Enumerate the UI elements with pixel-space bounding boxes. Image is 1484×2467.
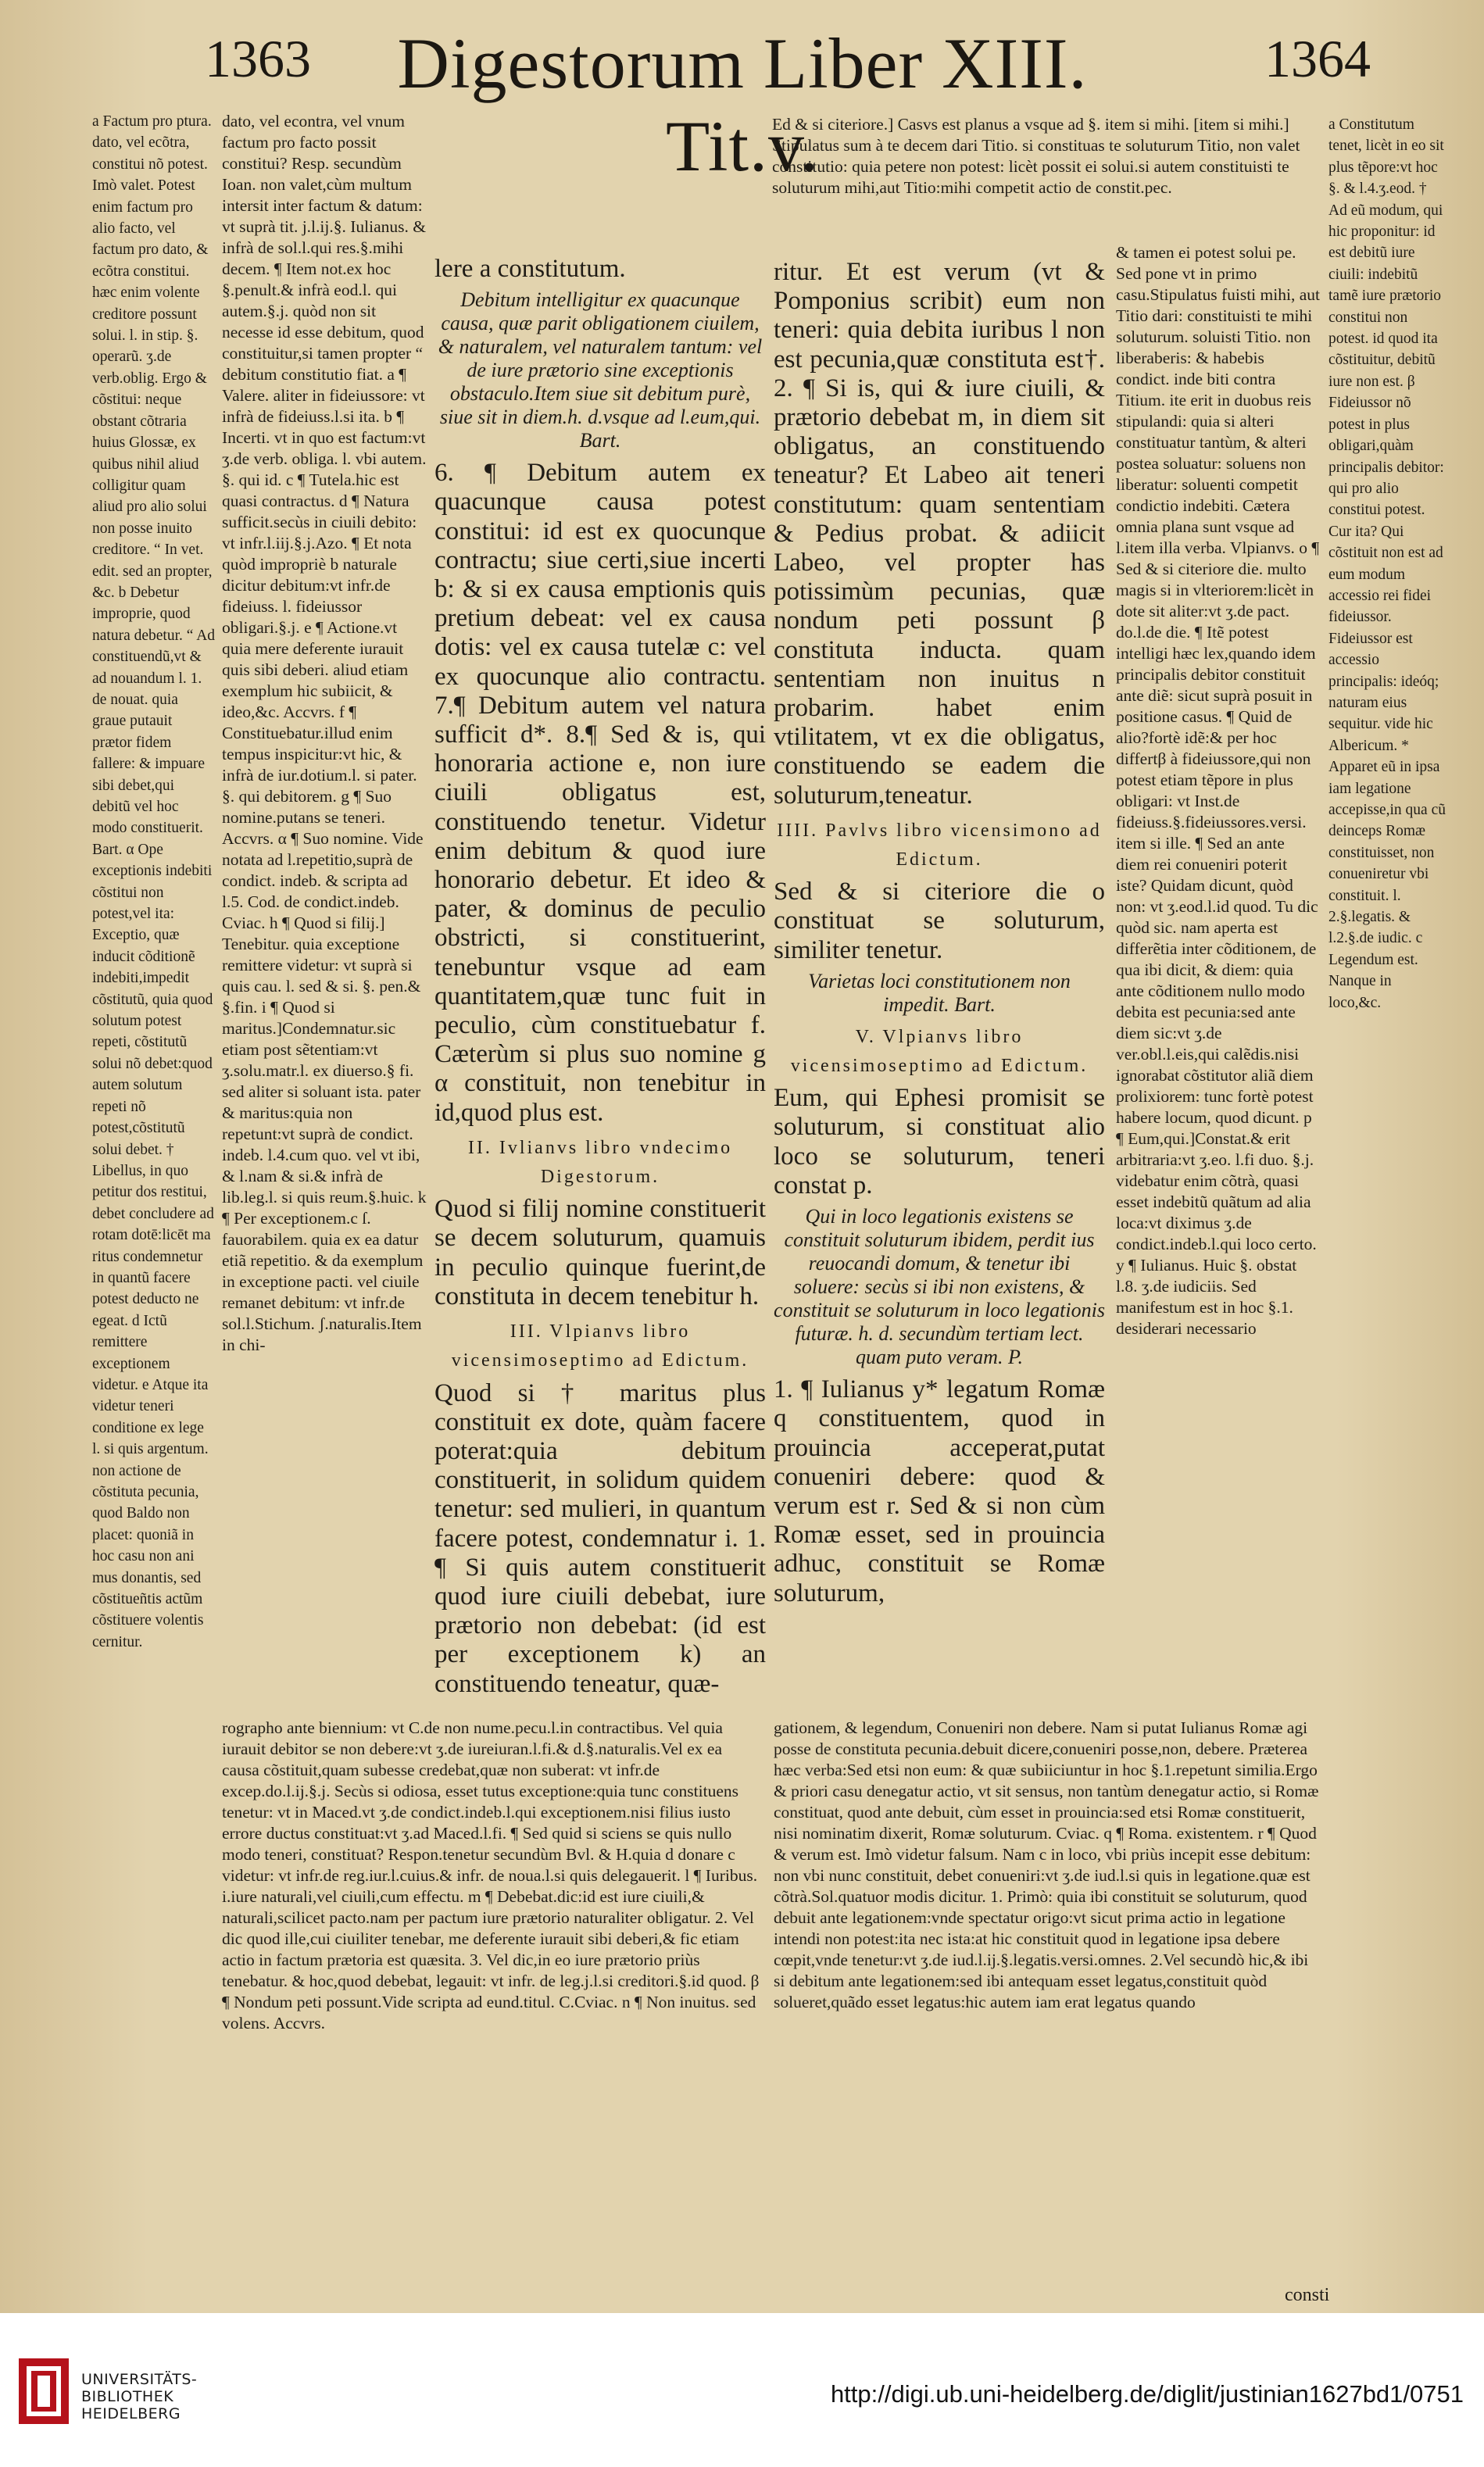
- bottom-gloss-left: [222, 1718, 761, 2296]
- right-paragraph: 1. ¶ Iulianus y* legatum Romæ q constituentem, quod in prouincia acceperat,putat conueniri debere: quod & verum est r. Sed & si non cùm Romæ esset, sed in prouincia adhuc, constituit se Romæ soluturum,: [774, 1375, 1105, 1607]
- right-paragraph: Sed & si citeriore die o constituat se soluturum, similiter tenetur.: [774, 878, 1105, 964]
- right-notes-text: a Constitutum tenet, licèt in eo sit plus tẽpore:vt hoc §. & l.4.ʒ.eod. † Ad eũ modum, qui hic proponitur: id est debitũ iure ciuili: indebitũ tamẽ iure prætorio constitui non potest. id quod ita cõstituitur, debitũ iure non est. β Fideiussor nõ potest in plus obligari,quàm principalis debitor: qui pro alio constitui potest. Cur ita? Qui cõstituit non est ad eum modum accessio rei fidei fideiussor. Fideiussor est accessio principalis: ideóq; naturam eius sequitur. vide hic Albericum. * Apparet eũ in ipsa iam legatione accepisse,in qua cũ deinceps Romæ constituisset, non conueniretur vbi constituit. l. 2.§.legatis. & l.2.§.de iudic. c Legendum est. Nanque in loco,&c.: [1328, 116, 1446, 1011]
- center-paragraph: Quod si filij nomine constituerit se decem soluturum, quamuis in peculio quinque fuerint,de constituta in decem tenebitur h.: [434, 1195, 766, 1310]
- right-margin-notes: [1328, 114, 1446, 2271]
- center-paragraph: lere a constitutum.: [434, 255, 626, 283]
- summary-paragraph: Debitum intelligitur ex quacunque causa, quæ parit obligationem ciuilem, & naturalem, vel naturalem tantum: vel de iure prætorio sine exceptionis obstaculo.Item siue sit debitum purè, siue sit in diem.h. d.vsque ad l.eum,qui. Bart.: [438, 288, 763, 452]
- right-paragraph: ritur. Et est verum (vt & Pomponius scribit) eum non teneri: quia debita iuribus l non est pecunia,quæ constituta est†. 2. ¶ Si is, qui & iure ciuili, & prætorio debebat m, in diem sit obligatus, an constituendo teneatur? Et Labeo ait teneri constitutum: quam sententiam & Pedius probat. & adiicit Labeo, vel propter has potissimùm pecunias, quæ nondum peti possunt β constituta inducta. quam sententiam non inuitus n probarim. habet enim vtilitatem, vt ex die obligatus, constituendo se eadem die soluturum,teneatur.: [774, 258, 1105, 810]
- running-title: Digestorum Liber XIII. Tit.v.: [397, 23, 1088, 186]
- center-paragraph: Quod si † maritus plus constituit ex dote, quàm facere poterat:quia debitum constituerit, in solidum quidem tenetur: sed mulieri, in quantum facere potest, condemnatur i. 1. ¶ Si quis autem constituerit quod iure ciuili debebat, iure prætorio non debebat: (id est per exceptionem k) an constituendo teneatur, quæ-: [434, 1378, 766, 1698]
- section-heading: III. Vlpianvs libro vicensimoseptimo ad Edictum.: [451, 1321, 749, 1371]
- page-number-left: 1363: [205, 29, 311, 88]
- library-name-line: UNIVERSITÄTS-: [81, 2371, 198, 2388]
- right-paragraph: Eum, qui Ephesi promisit se soluturum, si constituat alio loco se soluturum, teneri constat p.: [774, 1084, 1105, 1200]
- top-gloss-right-text: Ed & si citeriore.] Casvs est planus a vsque ad §. item si mihi. [item si mihi.] Stipulatus sum à te decem dari Titio. si constituas te soluturum Titio, non valet constitutio: quia petere non potest: licèt possit ei solui.si autem constituisti te soluturum mihi,aut Titio:mihi competit actio de constit.pec.: [772, 115, 1300, 197]
- section-heading: V. Vlpianvs libro vicensimoseptimo ad Edictum.: [790, 1026, 1089, 1077]
- page-number-right: 1364: [1264, 29, 1371, 88]
- summary-paragraph: Qui in loco legationis existens se constituit soluturum ibidem, perdit ius reuocandi domum, & tenetur ibi soluere: secùs si ibi non existens, & constituit se soluturum in loco legationis futuræ. h. d. secundùm tertiam lect. quam puto veram. P.: [774, 1205, 1105, 1369]
- library-logo-icon: [19, 2358, 69, 2424]
- section-heading: II. Ivlianvs libro vndecimo Digestorum.: [467, 1137, 733, 1188]
- viewer-footer: [0, 2313, 1484, 2467]
- catchword: consti: [1285, 2285, 1330, 2305]
- source-url-link[interactable]: http://digi.ub.uni-heidelberg.de/diglit/justinian1627bd1/0751: [830, 2380, 1464, 2408]
- left-gloss-text: dato, vel econtra, vel vnum factum pro facto possit constitui? Resp. secundùm Ioan. non valet,cùm multum intersit inter factum & datum: vt suprà tit. j.l.ij.§. Iulianus. & infrà de sol.l.qui res.§.mihi decem. ¶ Item not.ex hoc §.penult.& infrà eod.l. qui autem.§.j. quòd non sit necesse id esse debitum, quod constituitur,si tamen propter “ debitum constitutio fiat. a ¶ Valere. aliter in fideiussore: vt infrà de fideiuss.l.si ita. b ¶ Incerti. vt in quo est factum:vt ʒ.de verb. obliga. l. vbi autem. §. qui id. c ¶ Tutela.hic est quasi contractus. d ¶ Natura sufficit.secùs in ciuili debito: vt infr.l.iij.§.j.Azo. ¶ Et nota quòd impropriè b naturale dicitur debitum:vt infr.de fideiuss. l. fideiussor obligari.§.j. e ¶ Actione.vt quia mere deferente iurauit quis sibi deberi. aliud etiam exemplum hic subiicit, & ideo,&c. Accvrs. f ¶ Constituebatur.illud enim tempus inspicitur:vt hic, & infrà de iur.dotium.l. si pater. §. qui debitorem. g ¶ Suo nomine.putans se teneri. Accvrs. α ¶ Suo nomine. Vide notata ad l.repetitio,suprà de condict. indeb. & scripta ad l.5. Cod. de condict.indeb. Cviac. h ¶ Quod si filij.] Tenebitur. quia exceptione remittere videtur: vt suprà si quis cau. l. sed & si. §. pen.& §.fin. i ¶ Quod si maritus.]Condemnatur.sic etiam post sẽtentiam:vt ʒ.solu.matr.l. ex diuerso.§ fi. sed aliter si soluant ista. pater & maritus:quia non repetunt:vt suprà de condict. indeb. l.4.cum quo. vel vt ibi, & l.nam & si.& infrà de lib.leg.l. si quis reum.§.huic. k ¶ Per exceptionem.c ſ. fauorabilem. quia ex ea datur etiã repetitio. & da exemplum in exceptione pacti. vel ciuile remanet debitum: vt infr.de sol.l.Stichum. ʃ.naturalis.Item in chi-: [222, 112, 427, 1354]
- summary-paragraph: Varietas loci constitutionem non impedit. Bart.: [808, 969, 1071, 1016]
- left-margin-notes: [92, 111, 216, 2283]
- main-text-center: [434, 255, 766, 1698]
- library-name-line: BIBLIOTHEK: [81, 2388, 174, 2405]
- main-text-right: [774, 258, 1105, 1607]
- library-name: [81, 2371, 197, 2422]
- bottom-gloss-right-text: gationem, & legendum, Conueniri non debere. Nam si putat Iulianus Romæ agi posse de constituta pecunia.debuit dicere,conueniri posse,non, debere. Præterea hæc verba:Sed etsi non eum: & quæ subiiciuntur in hoc §.1.repetunt similia.Ergo & priori casu denegatur actio, vt sit sensus, non tantùm denegatur actio, si Romæ constituat, quod ante debuit, cùm esset in prouincia:sed etsi Romæ constituerit, nisi nominatim dixerit, Romæ soluturum. Cviac. q ¶ Roma. existentem. r ¶ Quod & verum est. Imò videtur falsum. Nam c in loco, vbi priùs incepit esse debitum: non vbi nunc constituit, debet conueniri:vt ʒ.de iud.l.si quis in legatione.quæ est cõtrà.Sol.quatuor modis dicitur. 1. Primò: quia ibi constituit se soluturum, quod debuit ante legationem:vnde spectatur origo:vt sicut prima actio in legatione intendi non potest:ita nec ista:at hic constituit quod in legatione ipsa debere cœpit,vnde tenetur:vt ʒ.de iud.l.ij.§.legatis.versi.omnes. 2.Vel secundò hic,& ibi si debitum ante legationem:sed ibi antequam esset legatus,constituit quòd solueret,quãdo esset legatus:hic autem iam erat legatus quando: [774, 1718, 1319, 2011]
- right-gloss-column: [1116, 242, 1321, 1727]
- bottom-gloss-left-text: rographo ante biennium: vt C.de non nume.pecu.l.in contractibus. Vel quia iurauit debitor se non debere:vt ʒ.de iureiuran.l.fi.& d.§.naturalis.Vel ex ea causa cõstituit,quam subesse credebat,quæ non suberat: vt infr.de excep.do.l.ij.§.j. Secùs si odiosa, esset tutus exceptione:quia tunc constituens tenetur: vt in Maced.vt ʒ.de condict.indeb.l.qui exceptionem.nisi filius iusto errore ductus constituat:vt ʒ.ad Maced.l.fi. ¶ Sed quid si sciens se quis nullo modo teneri, constituat? Respon.tenetur secundùm Bvl. & H.quia d donare c videtur: vt infr.de reg.iur.l.cuius.& infr. de noua.l.si quis delegauerit. l ¶ Iuribus. i.iure naturali,vel ciuili,cum effectu. m ¶ Debebat.dic:id est iure ciuili,& naturali,scilicet pacto.nam per pactum iure prætorio naturaliter obligatur. 2. Vel dic quod ille,cui ciuiliter tenebar, me deferente iurauit sibi deberi,& fic etiam actio in factum prætoria est quæsita. 3. Vel dic,in eo iure prætorio priùs tenebatur. & hoc,quod debebat, legauit: vt infr. de leg.j.l.si creditori.§.id quod. β ¶ Nondum peti possunt.Vide scripta ad eund.titul. C.Cviac. n ¶ Non inuitus. sed volens. Accvrs.: [222, 1718, 760, 2033]
- library-name-line: HEIDELBERG: [81, 2405, 181, 2422]
- left-gloss-column: [222, 111, 427, 1713]
- top-gloss-right: [772, 114, 1311, 239]
- center-paragraph: 6. ¶ Debitum autem ex quacunque causa potest constitui: id est ex quocunque contractu; siue certi,siue incerti b: & si ex causa emptionis quis pretium debeat: vel ex causa dotis: vel ex causa tutelæ c: vel ex quocunque alio contractu. 7.¶ Debitum autem vel natura sufficit d*. 8.¶ Sed & is, qui honoraria actione e, non iure ciuili obligatus est, constituendo tenetur. Videtur enim debitum & quod iure honorario debetur. Et ideo & pater, & dominus de peculio obstricti, si constituerint, tenebuntur vsque ad eam quantitatem,quæ tunc fuit in peculio, cùm constituebatur f. Cæterùm si plus suo nomine g α constituit, non tenebitur in id,quod plus est.: [434, 459, 766, 1127]
- left-notes-text: a Factum pro ptura. dato, vel ecõtra, constitui nõ potest. Imò valet. Potest enim factum pro alio facto, vel factum pro dato, & ecõtra constitui. hæc enim volente creditore possunt solui. l. in stip. §. operarũ. ʒ.de verb.oblig. Ergo & cõstitui: neque obstant cõtraria huius Glossæ, ex quibus nihil aliud colligitur quam aliud pro alio solui non posse inuito creditore. “ In vet. edit. sed an propter, &c. b Debetur improprie, quod natura debetur. “ Ad constituendũ,vt & ad nouandum l. 1. de nouat. quia graue putauit prætor fidem fallere: & impuare sibi debet,qui debitũ vel hoc modo constituerit. Bart. α Ope exceptionis indebiti cõstitui non potest,vel ita: Exceptio, quæ inducit cõditionẽ indebiti,impedit cõstitutũ, quia quod solutum potest repeti, cõstitutũ solui nõ debet:quod autem solutum repeti nõ potest,cõstitutũ solui debet. † Libellus, in quo petitur dos restitui, debet concludere ad rotam dotē:licēt ma ritus condemnetur in quantũ facere potest deducto ne egeat. d Ictũ remittere exceptionem videtur. e Atque ita videtur teneri conditione ex lege l. si quis argentum. non actione de cõstituta pecunia, quod Baldo non placet: quoniã in hoc casu non ani mus donantis, sed cõstitueñtis actũm cõstituere volentis cernitur.: [92, 113, 216, 1650]
- bottom-gloss-right: [774, 1718, 1321, 2280]
- section-heading: IIII. Pavlvs libro vicensimono ad Edictum.: [777, 820, 1102, 871]
- right-gloss-text: & tamen ei potest solui pe. Sed pone vt in primo casu.Stipulatus fuisti mihi, aut Titio dari: constituisti te mihi soluturum. soluisti Titio. non liberaberis: & habebis condict. inde biti contra Titium. ite erit in duobus reis stipulandi: quia si alteri constituatur tantùm, & alteri postea soluatur: soluens non liberatur: soluenti competit condictio indebiti. Cætera omnia plana sunt vsque ad l.item illa verba. Vlpianvs. o ¶ Sed & si citeriore die. multo magis si in vlteriorem:licèt in dote sit aliter:vt ʒ.de pact. do.l.de die. ¶ Itẽ potest intelligi hæc lex,quando idem principalis debitor constituit ante diẽ: sicut suprà posuit in positione casus. ¶ Quid de alio?fortè idẽ:& per hoc differtβ à fideiussore,qui non potest etiam tẽpore in plus obligari: vt Inst.de fideiuss.§.fideiussores.versi. item si ille. ¶ Sed an ante diem rei conueniri poterit iste? Quidam dicunt, quòd non: vt ʒ.eod.l.id quod. Tu dic quòd sic. nam aperta est differẽtia inter cõditionem, de qua ibi dicit, & diem: quia ante cõditionem nullo modo debita est pecunia:sed ante diem sic:vt ʒ.de ver.obl.l.eis,qui calẽdis.nisi ignorabat cõstitutor aliã diem prolixiorem: tunc fortè potest habere locum, quod dicunt. p ¶ Eum,qui.]Constat.& erit arbitraria:vt ʒ.eo. l.fi duo. §.j. videbatur enim cõtrà, quasi esset indebitũ quãtum ad alia loca:vt diximus ʒ.de condict.indeb.l.qui loco certo. y ¶ Iulianus. Huic §. obstat l.8. ʒ.de iudiciis. Sed manifestum est in hoc §.1. desiderari necessario: [1116, 243, 1320, 1338]
